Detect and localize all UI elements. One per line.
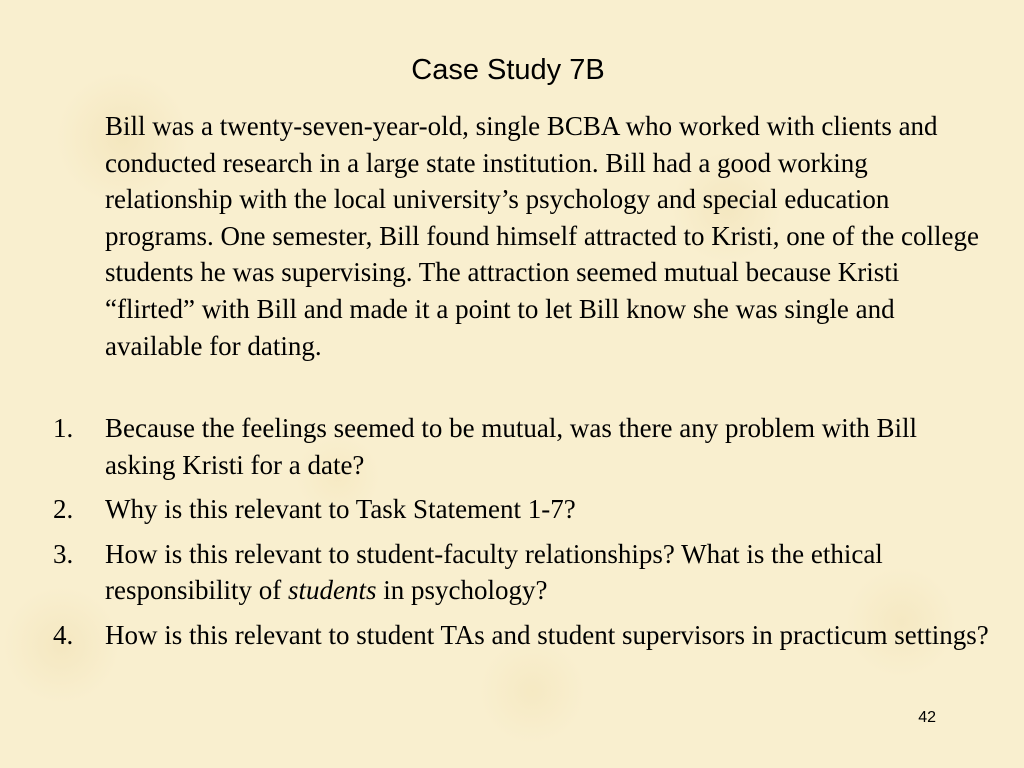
question-number: 1. xyxy=(53,413,74,443)
slide-title: Case Study 7B xyxy=(411,54,605,86)
question-text-part: How is this relevant to student-faculty relationships? What is the ethical responsibility of xyxy=(105,538,883,606)
question-number: 3. xyxy=(53,538,74,569)
emphasized-word: students xyxy=(288,575,377,606)
question-number: 2. xyxy=(53,494,74,525)
question-text: Because the feelings seemed to be mutual, was there any problem with Bill asking Kristi for a date? xyxy=(105,413,918,480)
question-text xyxy=(105,536,990,609)
question-text: Why is this relevant to Task Statement 1-7? xyxy=(105,494,576,525)
question-number: 4. xyxy=(53,619,74,650)
question-list xyxy=(0,410,1000,662)
question-text-part: in psychology? xyxy=(376,575,548,606)
question-item xyxy=(0,617,1000,654)
question-item xyxy=(0,536,1000,609)
question-item xyxy=(0,410,1000,483)
question-text: How is this relevant to student TAs and student supervisors in practicum settings? xyxy=(105,619,989,650)
question-item xyxy=(0,491,1000,528)
case-intro-paragraph: Bill was a twenty-seven-year-old, single BCBA who worked with clients and conducted research in a large state institution. Bill had a good working relationship with the local university’s psychology and special education programs. One semester, Bill found himself attracted to Kristi, one of the college students he was supervising. The attraction seemed mutual because Kristi “flirted” with Bill and made it a point to let Bill know she was single and available for dating. xyxy=(105,111,979,361)
page-number: 42 xyxy=(918,709,936,726)
